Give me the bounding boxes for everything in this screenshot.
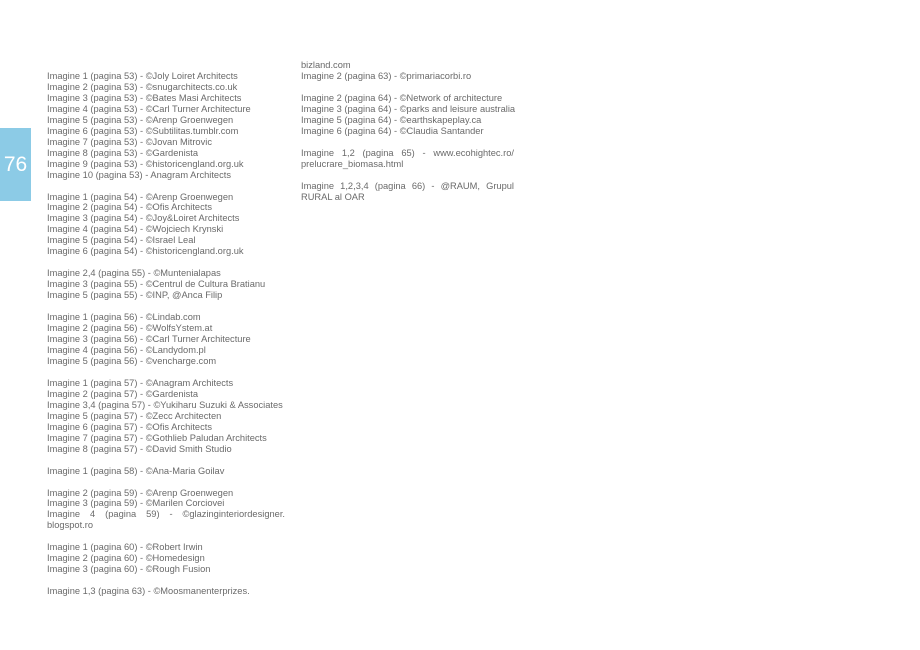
credit-line: Imagine 2 (pagina 54) - ©Ofis Architects (47, 202, 212, 213)
credit-line: Imagine 4 (pagina 56) - ©Landydom.pl (47, 344, 206, 355)
credit-line: bizland.com (301, 60, 351, 70)
credits-group (47, 466, 285, 477)
credit-line: Imagine 7 (pagina 53) - ©Jovan Mitrovic (47, 136, 212, 147)
credit-line: Imagine 1 (pagina 53) - ©Joly Loiret Architects (47, 71, 238, 81)
credit-line: Imagine 1 (pagina 54) - ©Arenp Groenwegen (47, 191, 234, 202)
credits-group (47, 192, 285, 258)
credit-line: Imagine 1,3 (pagina 63) - ©Moosmanenterprizes. (47, 586, 250, 597)
credit-line: Imagine 1 (pagina 58) - ©Ana-Maria Goilav (47, 465, 225, 476)
credits-group (47, 586, 285, 597)
credit-line: Imagine 2 (pagina 57) - ©Gardenista (47, 388, 199, 399)
credit-line: Imagine 6 (pagina 53) - ©Subtilitas.tumblr.com (47, 125, 239, 136)
credit-line: Imagine 6 (pagina 64) - ©Claudia Santander (301, 125, 484, 136)
credit-line: Imagine 5 (pagina 57) - ©Zecc Architecten (47, 410, 222, 421)
credit-line: Imagine 10 (pagina 53) - Anagram Architects (47, 169, 231, 180)
credit-line: Imagine 2 (pagina 59) - ©Arenp Groenwegen (47, 487, 234, 498)
credits-group (47, 378, 285, 455)
credit-line: Imagine 2 (pagina 64) - ©Network of architecture (301, 92, 503, 103)
credit-line: Imagine 5 (pagina 53) - ©Arenp Groenwegen (47, 114, 234, 125)
credit-line: Imagine 2 (pagina 60) - ©Homedesign (47, 553, 205, 564)
credits-group (47, 542, 285, 575)
credit-line: Imagine 3 (pagina 60) - ©Rough Fusion (47, 564, 211, 575)
credits-column-left (47, 71, 285, 608)
credit-line: Imagine 4 (pagina 54) - ©Wojciech Krynski (47, 224, 224, 235)
credits-group (47, 488, 285, 532)
credit-line: Imagine 5 (pagina 55) - ©INP, @Anca Filip (47, 290, 223, 301)
credits-group (47, 268, 285, 301)
credit-line: Imagine 8 (pagina 57) - ©David Smith Studio (47, 443, 232, 454)
credit-line: Imagine 6 (pagina 54) - ©historicengland.org.uk (47, 246, 244, 257)
credits-group (301, 181, 514, 203)
page-number-tab: 76 (0, 128, 31, 201)
credit-line: Imagine 3 (pagina 59) - ©Marilen Corciovei (47, 498, 225, 509)
credits-column-right (301, 60, 514, 214)
credit-line: Imagine 1 (pagina 56) - ©Lindab.com (47, 312, 201, 323)
credits-group (301, 60, 514, 82)
credit-line: Imagine 5 (pagina 56) - ©vencharge.com (47, 355, 217, 366)
credit-line: Imagine 3,4 (pagina 57) - ©Yukiharu Suzuki & Associates (47, 399, 283, 410)
credit-line: Imagine 3 (pagina 64) - ©parks and leisure australia (301, 103, 516, 114)
credit-line: Imagine 3 (pagina 53) - ©Bates Masi Architects (47, 92, 242, 103)
credit-line: Imagine 4 (pagina 53) - ©Carl Turner Architecture (47, 103, 251, 114)
credits-group (301, 148, 514, 170)
credit-line: Imagine 2,4 (pagina 55) - ©Muntenialapas (47, 268, 221, 279)
credits-group (301, 93, 514, 137)
credits-group (47, 312, 285, 367)
credit-line: Imagine 3 (pagina 54) - ©Joy&Loiret Architects (47, 213, 240, 224)
credit-line: Imagine 9 (pagina 53) - ©historicengland.org.uk (47, 158, 244, 169)
credits-group (47, 71, 285, 181)
credit-line: Imagine 1 (pagina 57) - ©Anagram Architects (47, 377, 234, 388)
credit-line: Imagine 3 (pagina 55) - ©Centrul de Cultura Bratianu (47, 279, 266, 290)
credit-line: Imagine 2 (pagina 56) - ©WolfsYstem.at (47, 323, 213, 334)
credit-line: Imagine 1,2,3,4 (pagina 66) - @RAUM, Grupul RURAL al OAR (301, 180, 514, 202)
credit-line: Imagine 2 (pagina 63) - ©primariacorbi.ro (301, 70, 472, 81)
credit-line: Imagine 8 (pagina 53) - ©Gardenista (47, 147, 199, 158)
credit-line: Imagine 5 (pagina 54) - ©Israel Leal (47, 235, 196, 246)
credit-line: Imagine 6 (pagina 57) - ©Ofis Architects (47, 421, 212, 432)
credit-line: Imagine 2 (pagina 53) - ©snugarchitects.co.uk (47, 81, 238, 92)
credit-line: Imagine 3 (pagina 56) - ©Carl Turner Architecture (47, 334, 251, 345)
credit-line: Imagine 4 (pagina 59) - ©glazinginteriordesigner. blogspot.ro (47, 509, 285, 531)
credit-line: Imagine 1 (pagina 60) - ©Robert Irwin (47, 542, 203, 553)
credit-line: Imagine 1,2 (pagina 65) - www.ecohightec.ro/ prelucrare_biomasa.html (301, 147, 514, 169)
credit-line: Imagine 7 (pagina 57) - ©Gothlieb Paludan Architects (47, 432, 267, 443)
credit-line: Imagine 5 (pagina 64) - ©earthskapeplay.ca (301, 114, 482, 125)
